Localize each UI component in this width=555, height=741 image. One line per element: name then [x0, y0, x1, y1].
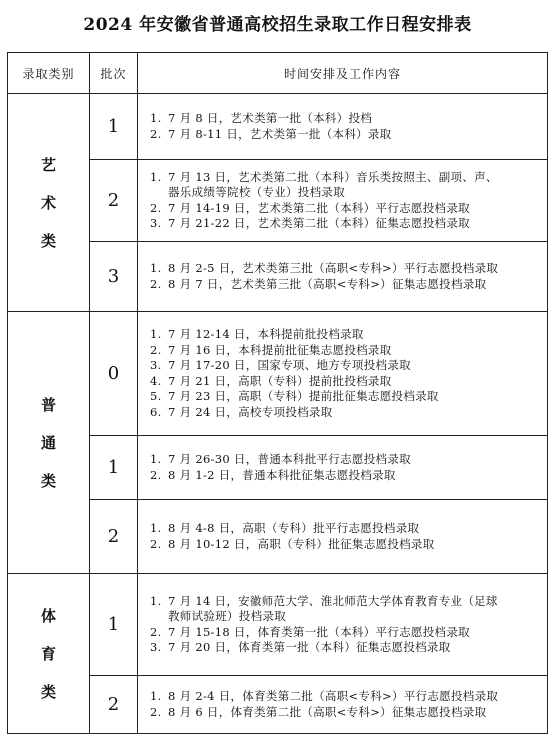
category-cell	[8, 94, 90, 312]
category-char: 类	[40, 682, 56, 701]
batch-cell: 1	[90, 94, 138, 160]
list-item: 1. 8 月 2-5 日，艺术类第三批（高职<专科>）平行志愿投档录取	[150, 261, 499, 275]
list-item: 2. 7 月 8-11 日，艺术类第一批（本科）录取	[150, 126, 392, 141]
list-item: 1. 8 月 4-8 日，高职（专科）批平行志愿投档录取	[150, 521, 420, 535]
category-char: 体	[40, 606, 56, 625]
content-cell	[138, 436, 548, 500]
content-cell	[138, 94, 548, 160]
list-item: 6. 7 月 24 日，高校专项投档录取	[150, 404, 333, 419]
batch-cell: 2	[90, 676, 138, 734]
category-cell	[8, 312, 90, 574]
list-item: 3. 7 月 21-22 日，艺术类第二批（本科）征集志愿投档录取	[150, 216, 470, 230]
content-cell	[138, 312, 548, 436]
table-body	[8, 94, 548, 734]
batch-cell: 0	[90, 312, 138, 436]
category-char: 类	[40, 231, 56, 250]
list-item: 1. 7 月 14 日，安徽师范大学、淮北师范大学体育教育专业（足球 教师试验班）投档录取	[150, 593, 498, 623]
list-item: 2. 8 月 6 日，体育类第二批（高职<专科>）征集志愿投档录取	[150, 704, 487, 719]
header-content: 时间安排及工作内容	[138, 53, 548, 94]
content-cell	[138, 574, 548, 676]
content-cell	[138, 500, 548, 574]
list-item: 2. 7 月 16 日，本科提前批征集志愿投档录取	[150, 342, 392, 357]
list-item: 3. 7 月 17-20 日，国家专项、地方专项投档录取	[150, 358, 411, 372]
list-item: 1. 7 月 26-30 日，普通本科批平行志愿投档录取	[150, 452, 411, 466]
batch-cell: 2	[90, 500, 138, 574]
table-row	[8, 574, 548, 676]
batch-cell: 2	[90, 160, 138, 242]
content-cell	[138, 160, 548, 242]
list-item: 3. 7 月 20 日，体育类第一批（本科）征集志愿投档录取	[150, 640, 451, 654]
list-item: 2. 7 月 14-19 日，艺术类第二批（本科）平行志愿投档录取	[150, 200, 470, 215]
content-cell	[138, 676, 548, 734]
page-title: 2024 年安徽省普通高校招生录取工作日程安排表	[83, 15, 472, 35]
batch-cell: 3	[90, 242, 138, 312]
batch-cell: 1	[90, 436, 138, 500]
category-char: 普	[40, 395, 56, 414]
header-category: 录取类别	[8, 53, 90, 94]
category-char: 术	[40, 193, 56, 212]
schedule-table	[7, 52, 548, 734]
list-item: 2. 8 月 1-2 日，普通本科批征集志愿投档录取	[150, 467, 396, 482]
category-char: 育	[40, 644, 56, 663]
category-cell	[8, 574, 90, 734]
list-item: 2. 7 月 15-18 日，体育类第一批（本科）平行志愿投档录取	[150, 624, 470, 639]
list-item: 1. 7 月 12-14 日，本科提前批投档录取	[150, 327, 364, 341]
table-row	[8, 94, 548, 160]
table-header-row	[8, 53, 548, 94]
list-item: 1. 7 月 8 日，艺术类第一批（本科）投档	[150, 111, 373, 125]
header-batch: 批次	[90, 53, 138, 94]
batch-cell: 1	[90, 574, 138, 676]
list-item: 4. 7 月 21 日，高职（专科）提前批投档录取	[150, 373, 392, 388]
list-item: 2. 8 月 10-12 日，高职（专科）批征集志愿投档录取	[150, 536, 435, 551]
category-char: 类	[40, 471, 56, 490]
list-item: 1. 7 月 13 日，艺术类第二批（本科）音乐类按照主、副项、声、 器乐成绩等院校（专业）投档录取	[150, 169, 498, 199]
table-row	[8, 312, 548, 436]
category-char: 通	[40, 433, 56, 452]
list-item: 2. 8 月 7 日，艺术类第三批（高职<专科>）征集志愿投档录取	[150, 276, 487, 291]
category-char: 艺	[40, 155, 56, 174]
list-item: 1. 8 月 2-4 日，体育类第二批（高职<专科>）平行志愿投档录取	[150, 689, 499, 703]
list-item: 5. 7 月 23 日，高职（专科）提前批征集志愿投档录取	[150, 389, 439, 403]
content-cell	[138, 242, 548, 312]
